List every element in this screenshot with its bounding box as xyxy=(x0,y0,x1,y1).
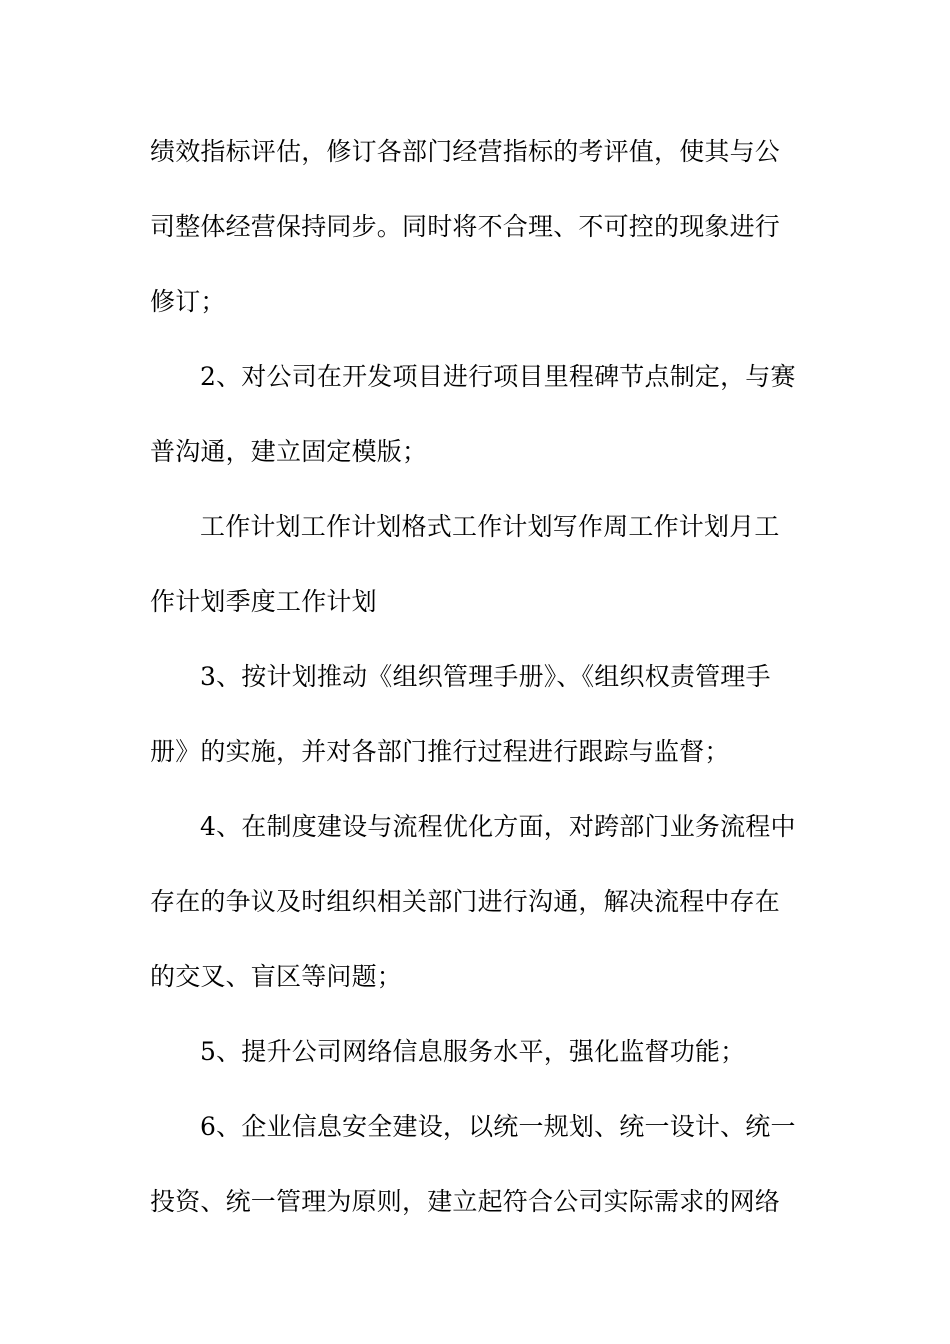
text-line-2: 司整体经营保持同步。同时将不合理、不可控的现象进行 xyxy=(150,212,781,241)
text-line-4: 2、对公司在开发项目进行项目里程碑节点制定，与赛 xyxy=(200,362,796,391)
text-line-8: 3、按计划推动《组织管理手册》、《组织权责管理手 xyxy=(200,662,771,691)
text-line-5: 普沟通，建立固定模版； xyxy=(150,437,428,466)
text-line-14: 6、企业信息安全建设，以统一规划、统一设计、统一 xyxy=(200,1112,796,1141)
text-line-6: 工作计划工作计划格式工作计划写作周工作计划月工 xyxy=(200,512,780,541)
text-line-10: 4、在制度建设与流程优化方面，对跨部门业务流程中 xyxy=(200,812,796,841)
text-line-15: 投资、统一管理为原则，建立起符合公司实际需求的网络 xyxy=(150,1187,781,1216)
text-line-1: 绩效指标评估，修订各部门经营指标的考评值，使其与公 xyxy=(150,137,781,166)
text-line-9: 册》的实施，并对各部门推行过程进行跟踪与监督； xyxy=(150,737,730,766)
text-line-3: 修订； xyxy=(150,287,226,316)
text-line-7: 作计划季度工作计划 xyxy=(150,587,377,616)
text-line-12: 的交叉、盲区等问题； xyxy=(150,962,403,991)
text-line-11: 存在的争议及时组织相关部门进行沟通，解决流程中存在 xyxy=(150,887,781,916)
body-text xyxy=(150,127,802,1252)
text-line-13: 5、提升公司网络信息服务水平，强化监督功能； xyxy=(200,1037,746,1066)
